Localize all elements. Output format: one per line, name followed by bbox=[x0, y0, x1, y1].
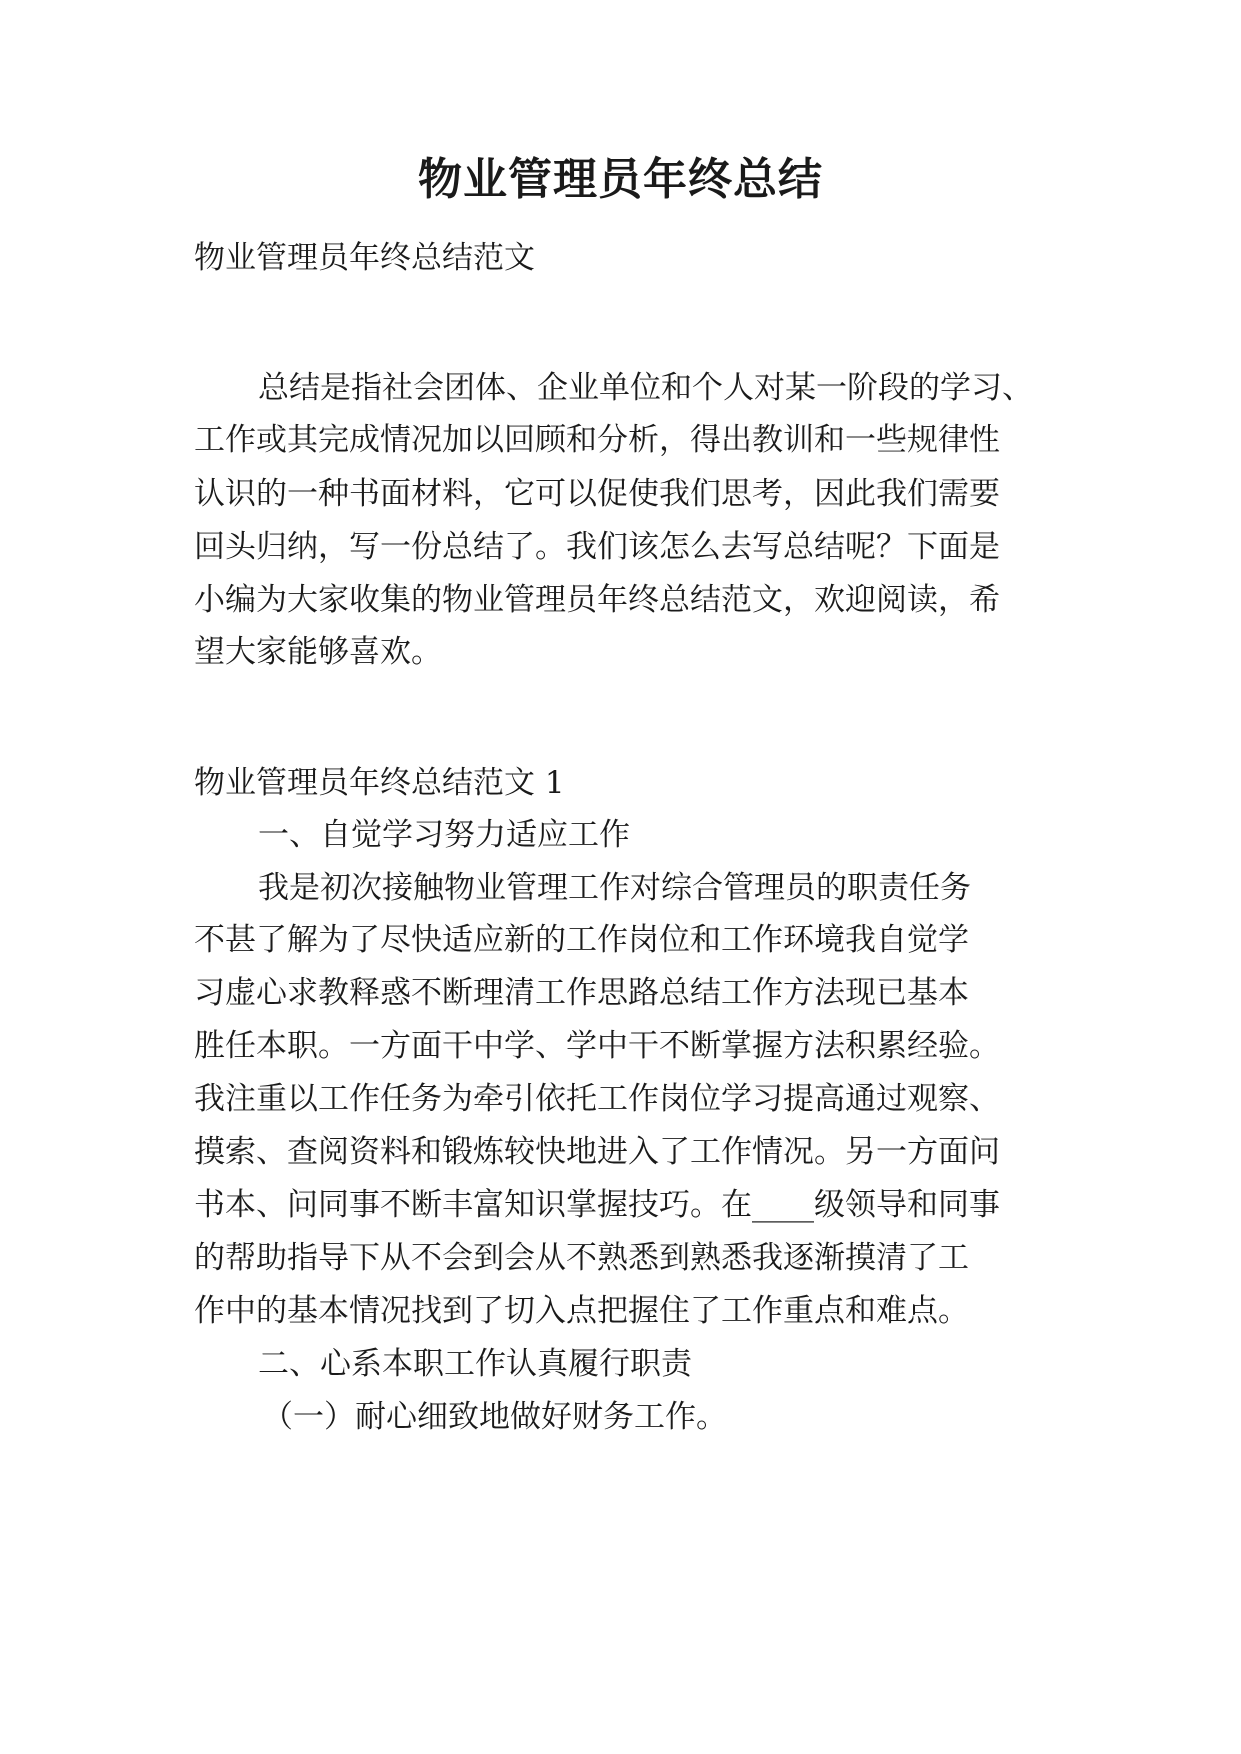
part1-line-3: 习虚心求教释惑不断理清工作思路总结工作方法现已基本 bbox=[194, 975, 969, 1011]
intro-line-6: 望大家能够喜欢。 bbox=[194, 634, 442, 670]
part1-line-4: 胜任本职。一方面干中学、学中干不断掌握方法积累经验。 bbox=[194, 1028, 1000, 1064]
intro-line-4: 回头归纳，写一份总结了。我们该怎么去写总结呢？下面是 bbox=[194, 529, 1000, 565]
intro-line-5: 小编为大家收集的物业管理员年终总结范文，欢迎阅读，希 bbox=[194, 582, 1000, 618]
part2-heading: 二、心系本职工作认真履行职责 bbox=[258, 1346, 692, 1382]
intro-line-1: 总结是指社会团体、企业单位和个人对某一阶段的学习、 bbox=[258, 370, 1033, 406]
document-subtitle: 物业管理员年终总结范文 bbox=[194, 240, 535, 276]
section1-heading: 物业管理员年终总结范文 1 bbox=[194, 765, 565, 801]
part2-sub1: （一）耐心细致地做好财务工作。 bbox=[262, 1399, 727, 1435]
part1-line-7: 书本、问同事不断丰富知识掌握技巧。在____级领导和同事 bbox=[194, 1187, 1000, 1223]
part1-line-9: 作中的基本情况找到了切入点把握住了工作重点和难点。 bbox=[194, 1293, 969, 1329]
intro-line-3: 认识的一种书面材料，它可以促使我们思考，因此我们需要 bbox=[194, 476, 1000, 512]
part1-heading: 一、自觉学习努力适应工作 bbox=[258, 817, 630, 853]
part1-line-1: 我是初次接触物业管理工作对综合管理员的职责任务 bbox=[258, 870, 971, 906]
part1-line-5: 我注重以工作任务为牵引依托工作岗位学习提高通过观察、 bbox=[194, 1081, 1000, 1117]
document-title: 物业管理员年终总结 bbox=[418, 154, 823, 205]
part1-line-8: 的帮助指导下从不会到会从不熟悉到熟悉我逐渐摸清了工 bbox=[194, 1240, 969, 1276]
intro-line-2: 工作或其完成情况加以回顾和分析，得出教训和一些规律性 bbox=[194, 422, 1000, 458]
part1-line-2: 不甚了解为了尽快适应新的工作岗位和工作环境我自觉学 bbox=[194, 922, 969, 958]
part1-line-6: 摸索、查阅资料和锻炼较快地进入了工作情况。另一方面问 bbox=[194, 1134, 1000, 1170]
